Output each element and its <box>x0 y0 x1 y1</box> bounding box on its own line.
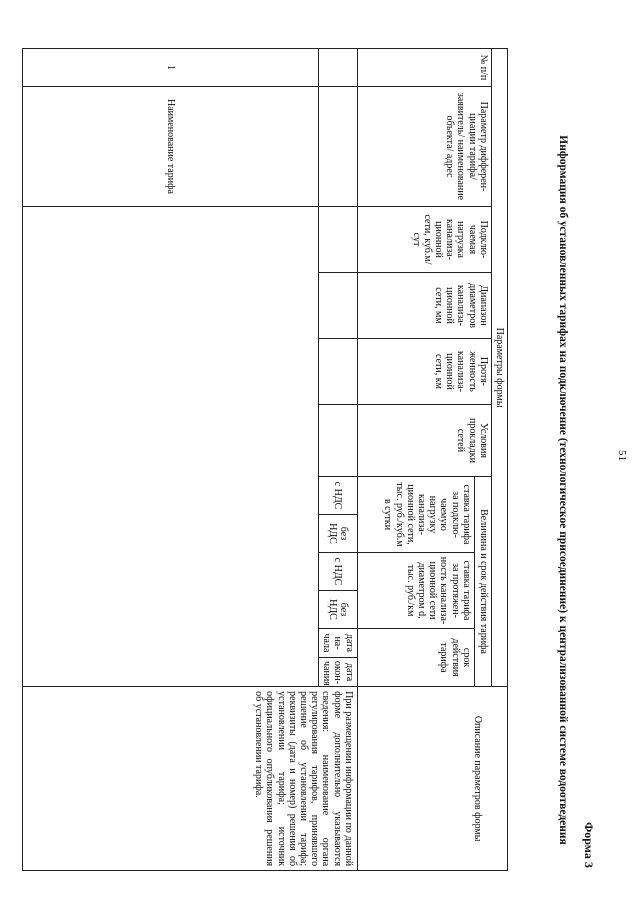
row-number: 1 <box>23 49 319 87</box>
col-param-header: Параметр дифферен-циации тарифа/ заявитель/ наименование объекта/ адрес <box>357 87 491 207</box>
vat-without-1: без НДС <box>318 515 357 553</box>
row-label: Наименование тарифа <box>23 87 319 207</box>
document-title: Информация об установленных тарифах на подключение (технологическое присоединение) к централизованной системе водоотведения <box>557 135 569 845</box>
group-header: Параметры формы <box>494 327 505 408</box>
form-label: Форма 3 <box>582 822 596 868</box>
col-num-header: № п/п <box>357 49 491 87</box>
vat-without-2: без НДС <box>318 591 357 629</box>
group-header-cell <box>491 49 507 687</box>
spacer-cell <box>318 405 357 477</box>
description-text: При размещении информации по данной форме дополнительно указываются сведения: наименование органа регулирования тарифов, принявшего решение об установлении тарифа; реквизиты (дата и номер) решения об установлении тарифа; источник официального опубликования решения об установлении тарифа. <box>23 687 358 871</box>
row-data-cell <box>23 207 319 687</box>
col-load-header: Подклю-чаемая нагрузка канализа-ционной сети, куб.м/сут <box>357 207 491 273</box>
col-rate-load-header: ставка тарифа за подклю-чаемую нагрузку канализа-ционной сети, тыс. руб./куб.м в сутки <box>357 477 474 553</box>
col-value-group-header: Величина и срок действия тарифа <box>474 477 491 687</box>
description-header: Описание параметров формы <box>472 715 483 842</box>
spacer-cell <box>318 207 357 273</box>
page-number: 51 <box>616 450 628 461</box>
col-rate-length-header: ставка тарифа за протяжен-ность канализа-ционной сети диаметром d, тыс. руб./км <box>357 553 474 629</box>
col-diam-header: Диапазон диаметров канализа-ционной сети, мм <box>357 273 491 339</box>
date-start-header: дата на-чала <box>318 629 357 658</box>
spacer-cell <box>318 87 357 207</box>
col-conditions-header: Условия прокладки сетей <box>357 405 491 477</box>
spacer-cell <box>318 49 357 87</box>
vat-with-2: с НДС <box>318 553 357 591</box>
vat-with-1: с НДС <box>318 477 357 515</box>
spacer-cell <box>318 339 357 405</box>
description-header-cell <box>357 687 507 871</box>
spacer-cell <box>318 273 357 339</box>
col-length-header: Протя-женность канализа-ционной сети, км <box>357 339 491 405</box>
tariff-form-table <box>22 48 508 871</box>
col-validity-header: срок действия тарифа <box>357 629 474 687</box>
date-end-header: дата окон-чания <box>318 658 357 687</box>
